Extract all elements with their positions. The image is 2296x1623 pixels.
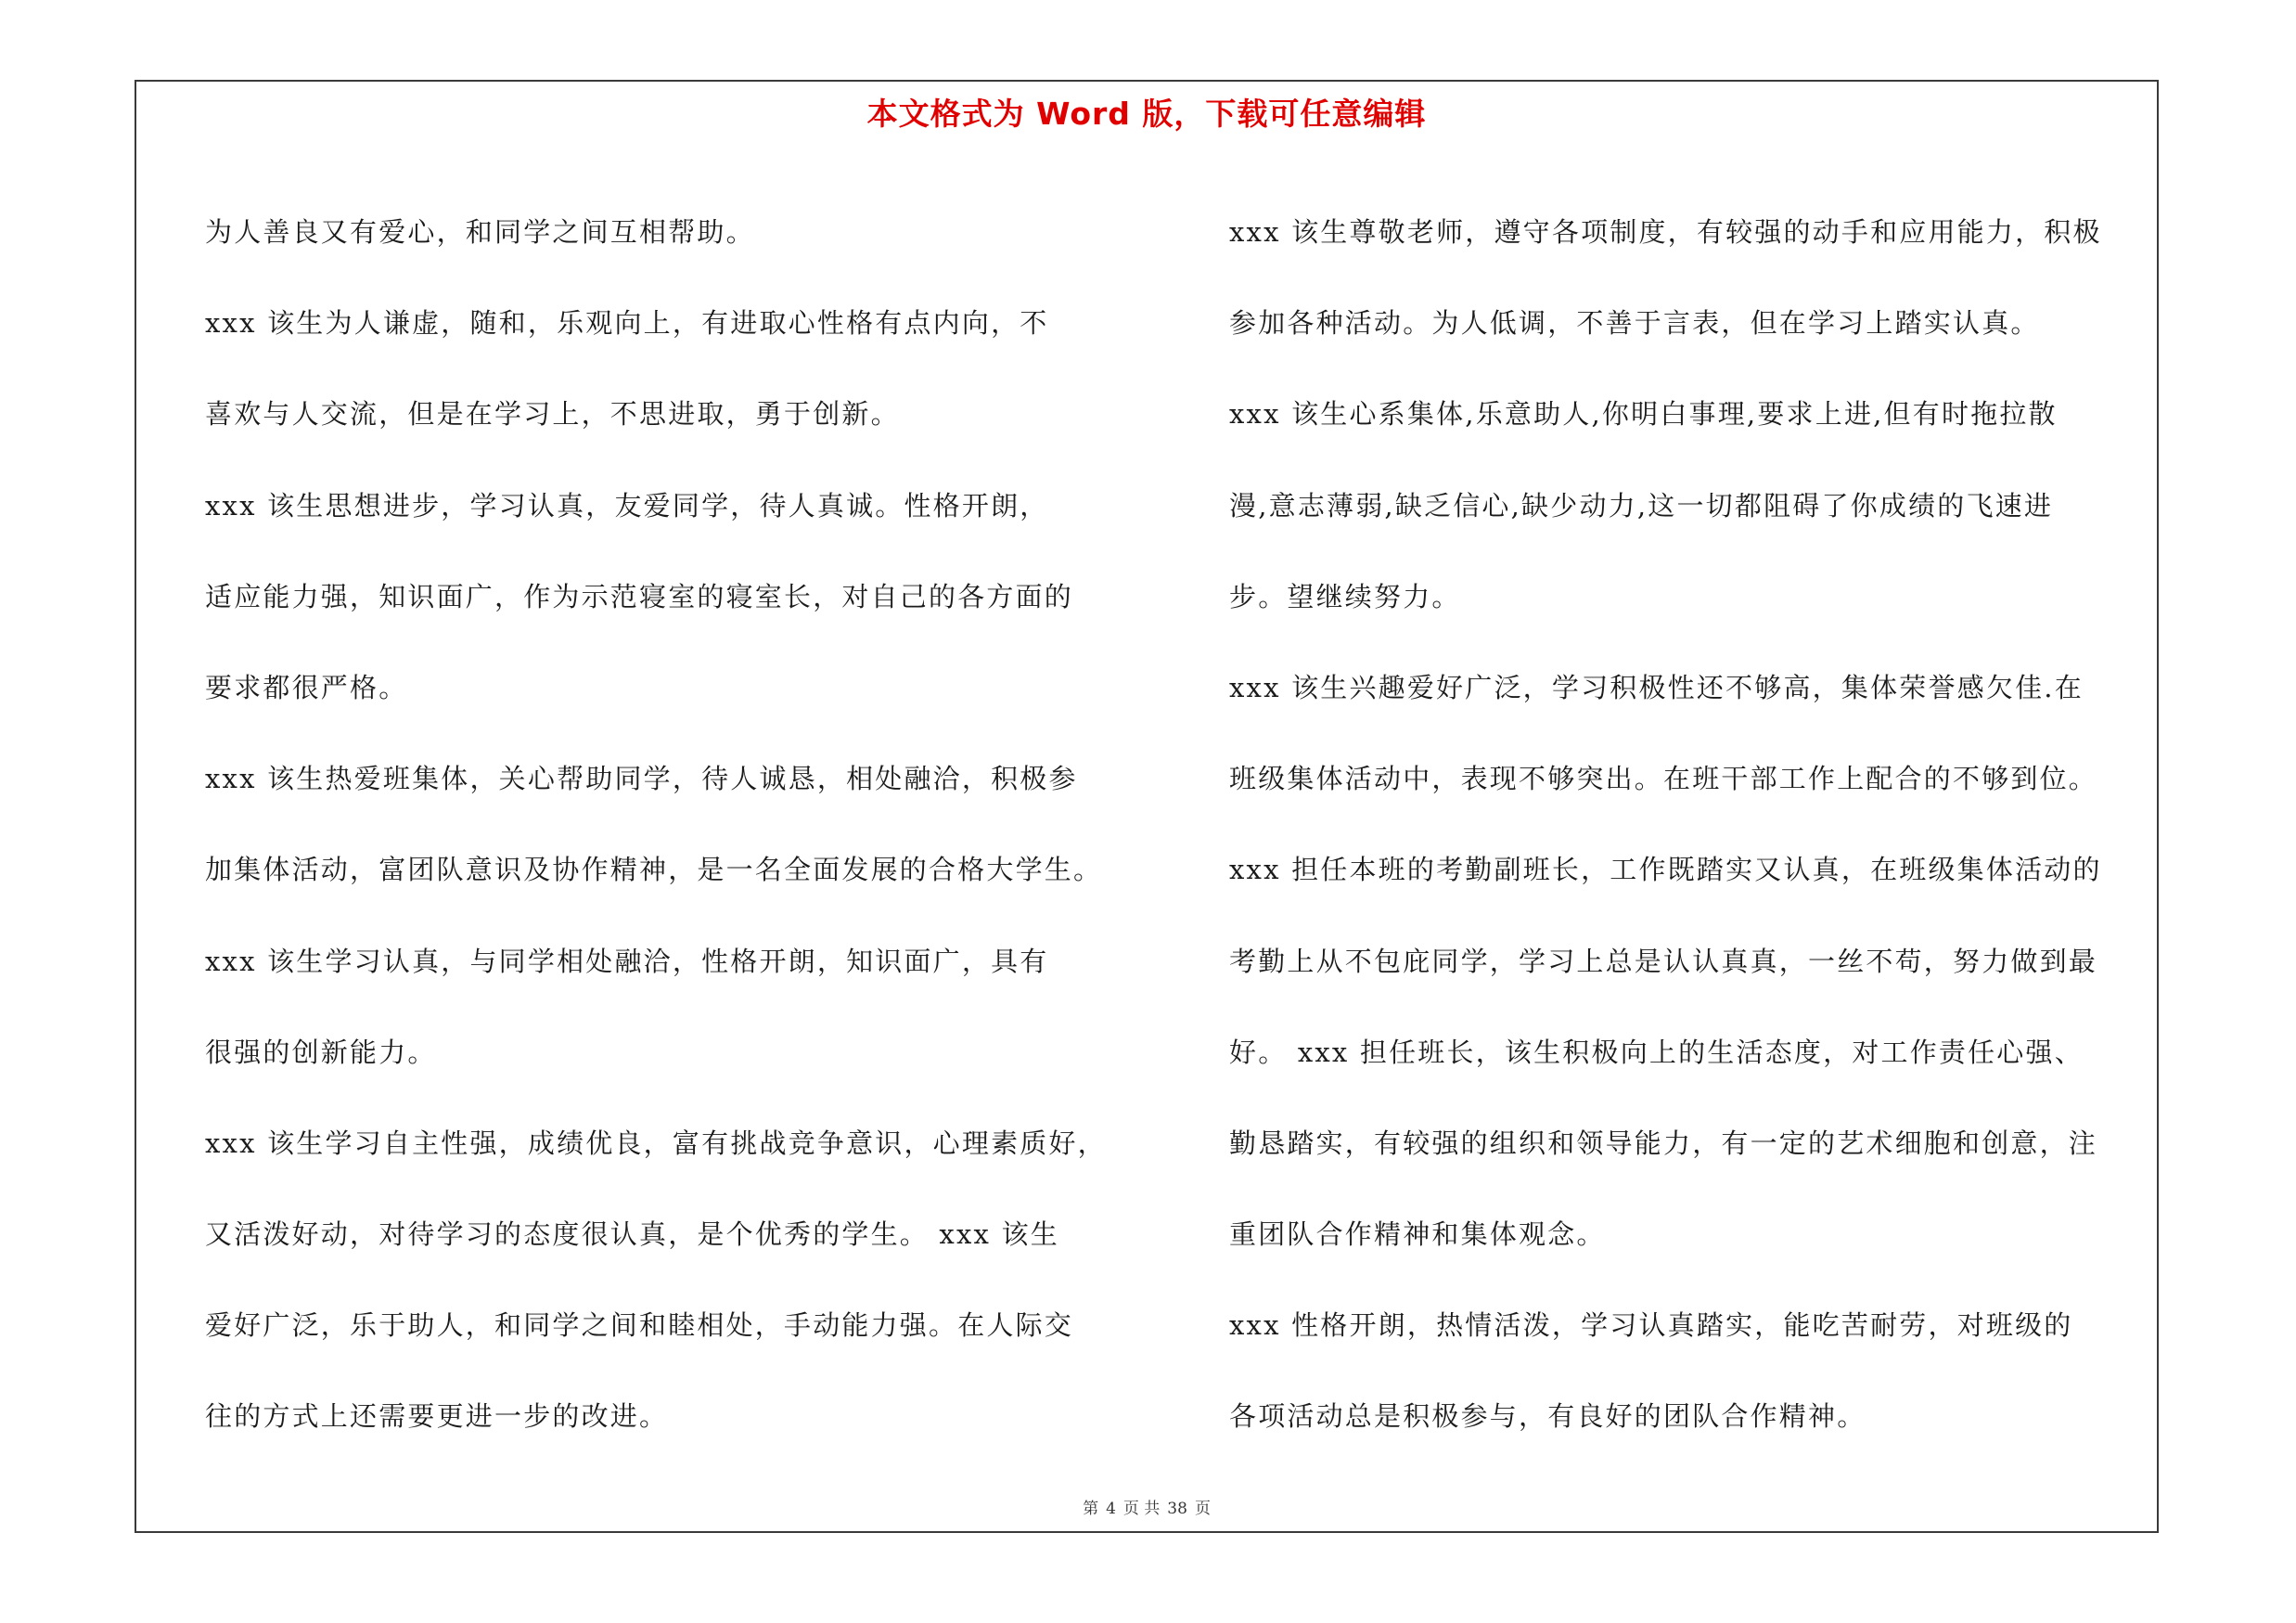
text-line: 好。 xxx 担任班长，该生积极向上的生活态度，对工作责任心强、 bbox=[1229, 1036, 2084, 1068]
text-line: 又活泼好动，对待学习的态度很认真，是个优秀的学生。 xxx 该生 bbox=[205, 1218, 1059, 1251]
text-line: xxx 该生尊敬老师，遵守各项制度，有较强的动手和应用能力，积极 bbox=[1229, 216, 2102, 248]
left-column bbox=[205, 187, 1123, 1462]
text-line: 很强的创新能力。 bbox=[205, 1036, 437, 1068]
text-line: 步。望继续努力。 bbox=[1229, 580, 1461, 612]
format-banner: 本文格式为 Word 版，下载可任意编辑 bbox=[866, 96, 1427, 132]
right-column bbox=[1229, 187, 2148, 1462]
text-line: 重团队合作精神和集体观念。 bbox=[1229, 1218, 1606, 1251]
footer-suffix: 页 bbox=[1194, 1500, 1211, 1518]
text-line: 要求都很严格。 bbox=[205, 671, 408, 703]
text-line: xxx 该生学习认真，与同学相处融洽，性格开朗，知识面广，具有 bbox=[205, 945, 1049, 977]
text-line: 漫,意志薄弱,缺乏信心,缺少动力,这一切都阻碍了你成绩的飞速进 bbox=[1229, 489, 2054, 522]
text-line: xxx 该生心系集体,乐意助人,你明白事理,要求上进,但有时拖拉散 bbox=[1229, 398, 2058, 431]
text-line: xxx 该生兴趣爱好广泛，学习积极性还不够高，集体荣誉感欠佳.在 bbox=[1229, 671, 2084, 703]
text-line: 各项活动总是积极参与，有良好的团队合作精神。 bbox=[1229, 1400, 1866, 1433]
text-line: 为人善良又有爱心，和同学之间互相帮助。 bbox=[205, 216, 755, 248]
text-line: 往的方式上还需要更进一步的改进。 bbox=[205, 1400, 669, 1433]
footer-middle: 页 共 bbox=[1122, 1500, 1161, 1518]
text-line: xxx 该生学习自主性强，成绩优良，富有挑战竞争意识，心理素质好， bbox=[205, 1127, 1107, 1159]
footer-prefix: 第 bbox=[1083, 1500, 1099, 1518]
text-line: xxx 担任本班的考勤副班长，工作既踏实又认真，在班级集体活动的 bbox=[1229, 854, 2102, 886]
text-line: 班级集体活动中，表现不够突出。在班干部工作上配合的不够到位。 bbox=[1229, 763, 2098, 795]
text-line: 喜欢与人交流，但是在学习上，不思进取，勇于创新。 bbox=[205, 398, 900, 431]
text-line: xxx 该生为人谦虚，随和，乐观向上，有进取心性格有点内向，不 bbox=[205, 307, 1049, 340]
text-line: 勤恳踏实，有较强的组织和领导能力，有一定的艺术细胞和创意，注 bbox=[1229, 1127, 2098, 1159]
page-number-footer bbox=[136, 1495, 2157, 1518]
text-line: 加集体活动，富团队意识及协作精神，是一名全面发展的合格大学生。 bbox=[205, 854, 1103, 886]
text-line: 考勤上从不包庇同学，学习上总是认认真真，一丝不苟，努力做到最 bbox=[1229, 945, 2098, 977]
text-line: xxx 该生思想进步，学习认真，友爱同学，待人真诚。性格开朗， bbox=[205, 489, 1049, 522]
text-line: xxx 该生热爱班集体，关心帮助同学，待人诚恳，相处融洽，积极参 bbox=[205, 763, 1078, 795]
text-line: 爱好广泛，乐于助人，和同学之间和睦相处，手动能力强。在人际交 bbox=[205, 1309, 1074, 1342]
text-line: 参加各种活动。为人低调，不善于言表，但在学习上踏实认真。 bbox=[1229, 307, 2040, 340]
page-frame bbox=[135, 80, 2159, 1533]
text-line: xxx 性格开朗，热情活泼，学习认真踏实，能吃苦耐劳，对班级的 bbox=[1229, 1309, 2073, 1342]
text-line: 适应能力强，知识面广，作为示范寝室的寝室长，对自己的各方面的 bbox=[205, 580, 1074, 612]
current-page-number: 4 bbox=[1106, 1500, 1116, 1518]
total-page-count: 38 bbox=[1167, 1500, 1187, 1518]
